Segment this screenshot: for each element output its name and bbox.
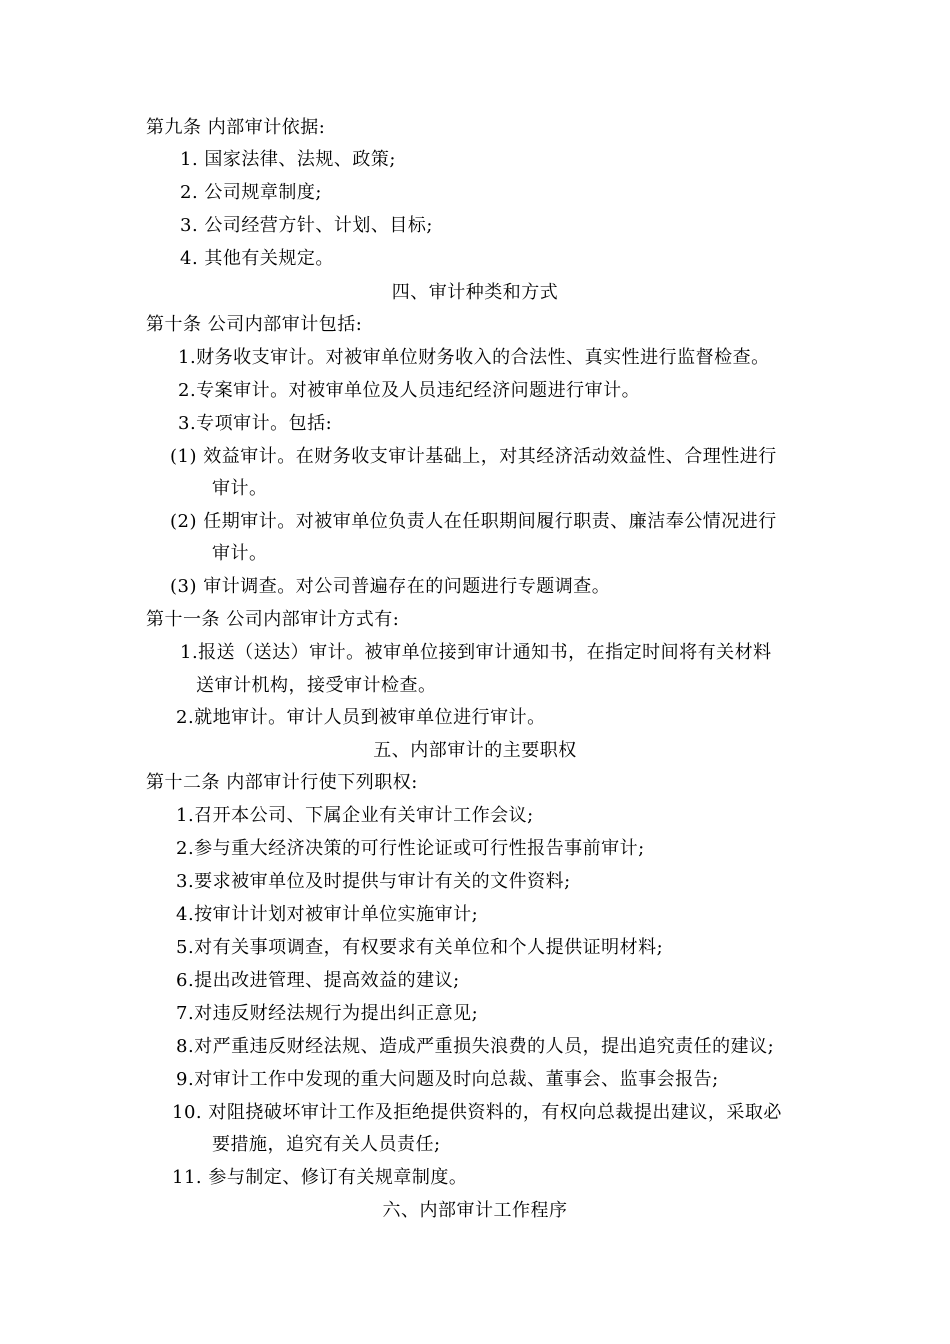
article-10-item-2: 2.专案审计。对被审单位及人员违纪经济问题进行审计。 xyxy=(178,380,641,401)
article-12-item-9: 9.对审计工作中发现的重大问题及时向总裁、董事会、监事会报告; xyxy=(176,1069,719,1090)
article-12-item-7: 7.对违反财经法规行为提出纠正意见; xyxy=(176,1003,479,1024)
article-12-item-4: 4.按审计计划对被审计单位实施审计; xyxy=(176,904,479,925)
article-10-sub-1-cont: 审计。 xyxy=(212,478,268,499)
article-11-item-2: 2.就地审计。审计人员到被审单位进行审计。 xyxy=(176,707,546,728)
article-9-item-3: 3. 公司经营方针、计划、目标; xyxy=(180,215,433,236)
article-11-item-1-cont: 送审计机构，接受审计检查。 xyxy=(196,675,437,696)
section-5-heading: 五、内部审计的主要职权 xyxy=(373,740,577,761)
article-9-item-1: 1. 国家法律、法规、政策; xyxy=(180,149,396,170)
article-12-item-5: 5.对有关事项调查，有权要求有关单位和个人提供证明材料; xyxy=(176,937,664,958)
article-10-item-3: 3.专项审计。包括: xyxy=(178,413,333,434)
article-12-item-1: 1.召开本公司、下属企业有关审计工作会议; xyxy=(176,805,534,826)
article-12-item-11: 11. 参与制定、修订有关规章制度。 xyxy=(172,1167,468,1188)
section-4-heading: 四、审计种类和方式 xyxy=(391,282,559,303)
section-6-heading: 六、内部审计工作程序 xyxy=(382,1200,568,1221)
article-12-item-8: 8.对严重违反财经法规、造成严重损失浪费的人员，提出追究责任的建议; xyxy=(176,1036,775,1057)
article-12-item-10: 10. 对阻挠破坏审计工作及拒绝提供资料的，有权向总裁提出建议，采取必 xyxy=(172,1102,782,1123)
article-12-title: 第十二条 内部审计行使下列职权: xyxy=(146,772,418,793)
article-10-title: 第十条 公司内部审计包括: xyxy=(146,314,363,335)
article-11-item-1: 1.报送（送达）审计。被审单位接到审计通知书，在指定时间将有关材料 xyxy=(180,642,772,663)
article-9-item-4: 4. 其他有关规定。 xyxy=(180,248,334,269)
article-12-item-10-cont: 要措施，追究有关人员责任; xyxy=(212,1134,441,1155)
article-9-title: 第九条 内部审计依据: xyxy=(146,117,326,138)
article-12-item-2: 2.参与重大经济决策的可行性论证或可行性报告事前审计; xyxy=(176,838,645,859)
article-10-sub-2: (2) 任期审计。对被审单位负责人在任职期间履行职责、廉洁奉公情况进行 xyxy=(170,511,777,532)
article-10-sub-1: (1) 效益审计。在财务收支审计基础上，对其经济活动效益性、合理性进行 xyxy=(170,446,777,467)
article-9-item-2: 2. 公司规章制度; xyxy=(180,182,322,203)
article-10-sub-3: (3) 审计调查。对公司普遍存在的问题进行专题调查。 xyxy=(170,576,611,597)
article-12-item-3: 3.要求被审单位及时提供与审计有关的文件资料; xyxy=(176,871,571,892)
article-10-sub-2-cont: 审计。 xyxy=(212,543,268,564)
article-12-item-6: 6.提出改进管理、提高效益的建议; xyxy=(176,970,460,991)
article-10-item-1: 1.财务收支审计。对被审单位财务收入的合法性、真实性进行监督检查。 xyxy=(178,347,770,368)
article-11-title: 第十一条 公司内部审计方式有: xyxy=(146,609,400,630)
